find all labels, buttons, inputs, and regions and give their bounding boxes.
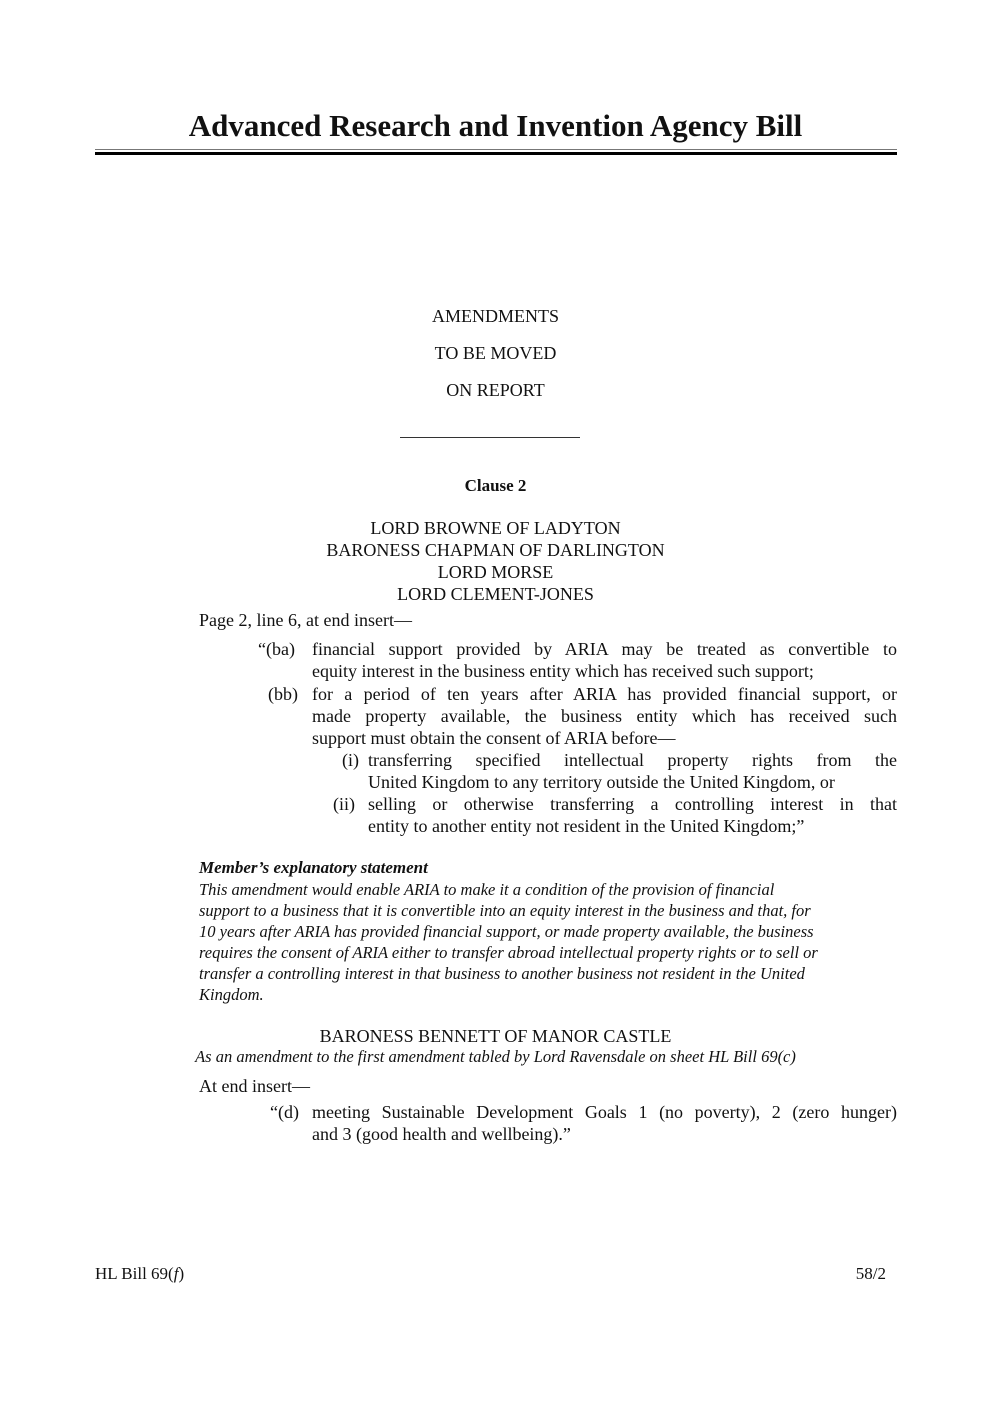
- paragraph-bb-line: for a period of ten years after ARIA has provided financial support, or: [312, 684, 897, 704]
- sponsor-name: LORD BROWNE OF LADYTON: [370, 518, 621, 538]
- sponsor-name: BARONESS BENNETT OF MANOR CASTLE: [319, 1026, 672, 1046]
- paragraph-label-bb: (bb): [268, 684, 298, 704]
- amendment-note: As an amendment to the first amendment tabled by Lord Ravensdale on sheet HL Bill 69(c): [195, 1047, 796, 1066]
- subparagraph-i-line: transferring specified intellectual property rights from the: [368, 750, 897, 770]
- paragraph-bb-line: support must obtain the consent of ARIA before—: [312, 728, 676, 748]
- paragraph-bb-line: made property available, the business entity which has received such: [312, 706, 897, 726]
- paragraph-label-d: “(d): [270, 1102, 299, 1122]
- bill-number-letter: f: [173, 1264, 179, 1283]
- explanatory-line: Kingdom.: [199, 985, 264, 1004]
- explanatory-line: This amendment would enable ARIA to make it a condition of the provision of financial: [199, 880, 775, 899]
- title-rule-thin: [95, 149, 897, 150]
- explanatory-line: transfer a controlling interest in that business to another business not resident in the United: [199, 964, 805, 983]
- paragraph-d-line: and 3 (good health and wellbeing).”: [312, 1124, 571, 1144]
- cover-line: ON REPORT: [446, 380, 545, 400]
- subparagraph-i-line: United Kingdom to any territory outside the United Kingdom, or: [368, 772, 835, 792]
- cover-line: AMENDMENTS: [431, 306, 559, 326]
- explanatory-line: 10 years after ARIA has provided financial support, or made property available, the business: [199, 922, 814, 941]
- sponsor-name: BARONESS CHAPMAN OF DARLINGTON: [326, 540, 665, 560]
- paragraph-label-ba: “(ba): [258, 639, 295, 659]
- clause-heading: Clause 2: [464, 476, 527, 495]
- bill-number: [95, 1264, 184, 1284]
- bill-number-prefix: HL Bill 69(: [95, 1264, 174, 1283]
- cover-line: TO BE MOVED: [434, 343, 557, 363]
- title-rule-thick: [95, 152, 897, 155]
- sponsor-name: LORD CLEMENT-JONES: [397, 584, 594, 604]
- subparagraph-label-ii: (ii): [333, 794, 355, 814]
- subparagraph-label-i: (i): [342, 750, 359, 770]
- explanatory-line: support to a business that it is convertible into an equity interest in the business and that, for: [199, 901, 811, 920]
- amendment-instruction: Page 2, line 6, at end insert—: [199, 610, 412, 630]
- explanatory-line: requires the consent of ARIA either to transfer abroad intellectual property rights or to sell or: [199, 943, 818, 962]
- paragraph-d-line: meeting Sustainable Development Goals 1 (no poverty), 2 (zero hunger): [312, 1102, 897, 1122]
- paragraph-ba-line: financial support provided by ARIA may be treated as convertible to: [312, 639, 897, 659]
- subparagraph-ii-line: entity to another entity not resident in the United Kingdom;”: [368, 816, 805, 836]
- page-title: Advanced Research and Invention Agency Bill: [188, 108, 803, 143]
- section-divider: [400, 437, 580, 438]
- sponsor-name: LORD MORSE: [437, 562, 554, 582]
- explanatory-heading: Member’s explanatory statement: [199, 858, 428, 877]
- paragraph-ba-line: equity interest in the business entity which has received such support;: [312, 661, 814, 681]
- subparagraph-ii-line: selling or otherwise transferring a controlling interest in that: [368, 794, 897, 814]
- page-reference: 58/2: [855, 1264, 886, 1283]
- amendment-instruction: At end insert—: [199, 1076, 310, 1096]
- bill-number-suffix: ): [178, 1264, 185, 1283]
